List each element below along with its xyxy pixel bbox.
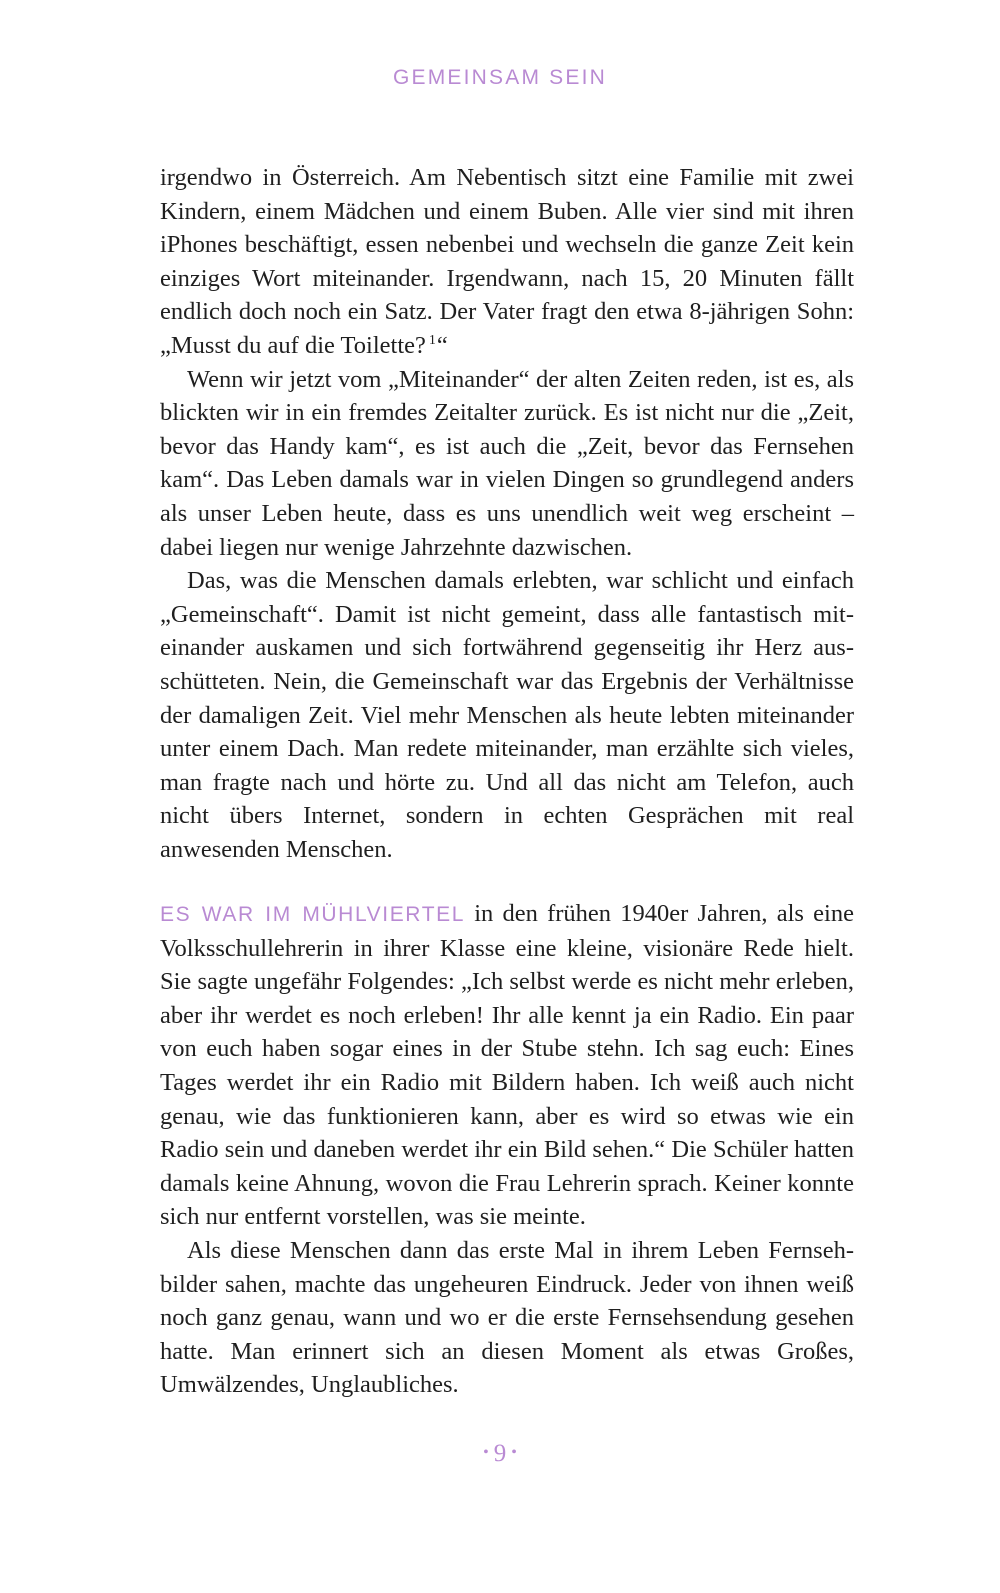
paragraph-continued bbox=[160, 161, 854, 363]
text-block-section bbox=[160, 897, 854, 1402]
paragraph-gemeinschaft: Das, was die Menschen damals erlebten, war schlicht und einfach „Gemeinschaft“. Damit ist nicht gemeint, dass alle fantastisch miteinander auskamen und sich fortwährend gegenseitig ihr Herz ausschütteten. Nein, die Gemeinschaft war das Ergebnis der Verhältnisse der damaligen Zeit. Viel mehr Menschen als heute lebten miteinander unter einem Dach. Man redete miteinander, man erzählte sich vieles, man fragte nach und hörte zu. Und all das nicht am Telefon, auch nicht übers Internet, sondern in echten Gesprächen mit real anwesenden Menschen. bbox=[160, 567, 854, 863]
folio-dot-right: • bbox=[511, 1444, 517, 1461]
running-header: GEMEINSAM SEIN bbox=[393, 66, 607, 89]
closing-quote: “ bbox=[436, 331, 448, 359]
page-number-footer bbox=[0, 1440, 1000, 1468]
paragraph-text: irgendwo in Österreich. Am Nebentisch sitzt eine Familie mit zwei Kindern, einem Mädchen und einem Buben. Alle vier sind mit ihren iPhones beschäftigt, essen nebenbei und wechseln die ganze Zeit kein einziges Wort miteinander. Irgendwann, nach 15, 20 Minuten fällt endlich doch noch ein Satz. Der Vater fragt den etwa 8-jährigen Sohn: „Musst du auf die Toilette? bbox=[160, 164, 854, 359]
folio-dot-left: • bbox=[483, 1444, 489, 1461]
page-number: 9 bbox=[493, 1440, 507, 1467]
text-block-intro bbox=[160, 161, 854, 866]
footnote-marker[interactable]: 1 bbox=[428, 332, 436, 348]
paragraph-fernsehbilder: Als diese Menschen dann das erste Mal in ihrem Leben Fernsehbilder sahen, machte das ungeheuren Eindruck. Jeder von ihnen weiß noch ganz genau, wann und wo er die erste Fernsehsendung gesehen hatte. Man erinnert sich an diesen Moment als etwas Großes, Umwälzendes, Unglaubliches. bbox=[160, 1236, 854, 1399]
paragraph-miteinander: Wenn wir jetzt vom „Miteinander“ der alten Zeiten reden, ist es, als blickten wir in ein fremdes Zeitalter zurück. Es ist nicht nur die „Zeit, bevor das Handy kam“, es ist auch die „Zeit, bevor das Fernsehen kam“. Das Leben damals war in vielen Dingen so grundlegend anders als unser Leben heute, dass es uns unendlich weit weg erscheint – dabei liegen nur wenige Jahrzehnte dazwischen. bbox=[160, 365, 854, 561]
paragraph-muehlviertel bbox=[160, 897, 854, 1234]
paragraph-text: in den frühen 1940er Jahren, als eine Volksschullehrerin in ihrer Klasse eine kleine, visionäre Rede hielt. Sie sagte ungefähr Folgendes: „Ich selbst werde es nicht mehr erleben, aber ihr werdet es noch erleben! Ihr alle kennt ja ein Radio. Ein paar von euch haben sogar eines in der Stube stehn. Ich sag euch: Eines Tages werdet ihr ein Radio mit Bildern haben. Ich weiß auch nicht genau, wie das funktionieren kann, aber es wird so etwas wie ein Radio sein und daneben werdet ihr ein Bild sehen.“ Die Schüler hatten damals keine Ahnung, wovon die Frau Lehrerin sprach. Keiner konnte sich nur entfernt vorstellen, was sie meinte. bbox=[160, 900, 854, 1231]
section-lead-in: ES WAR IM MÜHLVIERTEL bbox=[160, 903, 466, 926]
